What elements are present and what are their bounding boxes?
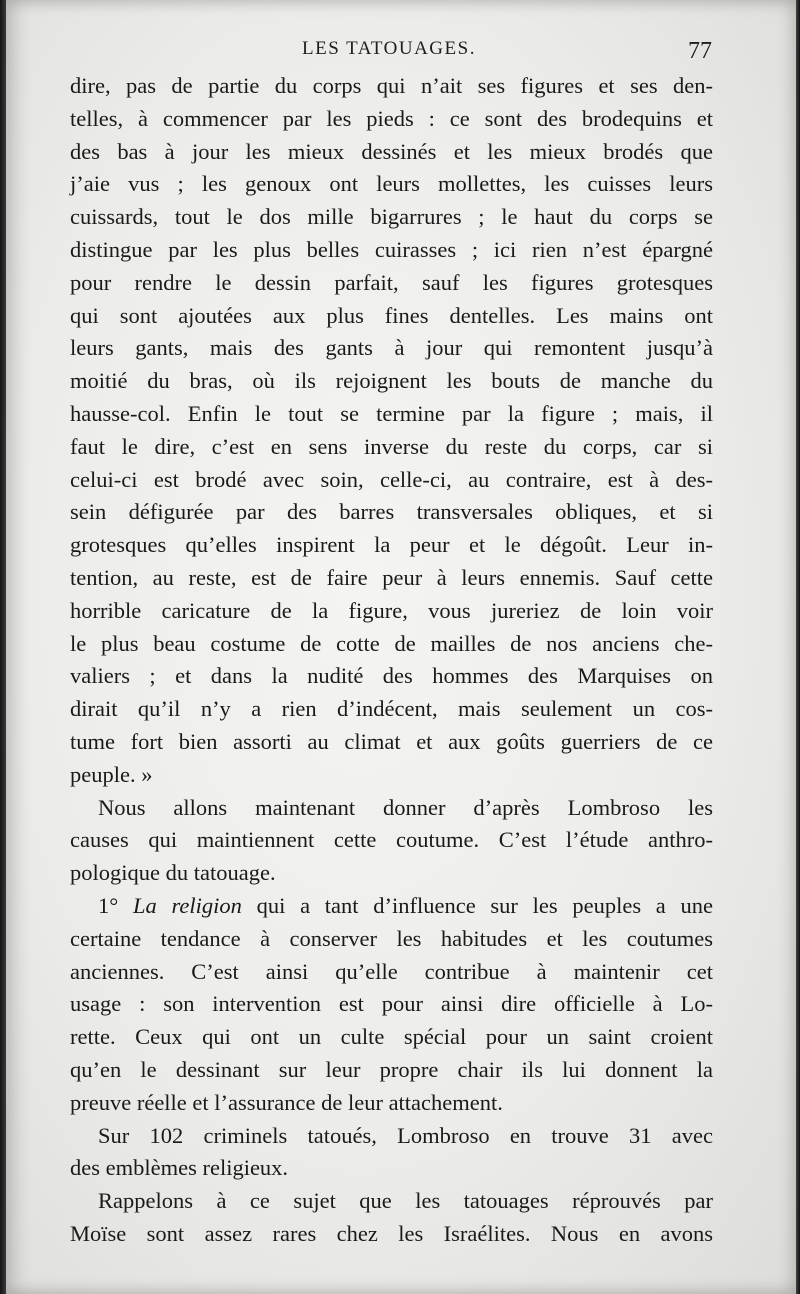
body-text [70,70,713,1251]
text-line: Rappelons à ce sujet que les tatouages réprouvés par [98,1188,713,1214]
text-line: celui-ci est brodé avec soin, celle-ci, au contraire, est à des- [70,466,713,492]
text-line: le plus beau costume de cotte de mailles de nos anciens che- [70,630,713,656]
text-line: des bas à jour les mieux dessinés et les mieux brodés que [70,138,713,164]
text-line: preuve réelle et l’assurance de leur attachement. [70,1089,503,1115]
text-line: j’aie vus ; les genoux ont leurs mollettes, les cuisses leurs [70,171,713,197]
text-line: rette. Ceux qui ont un culte spécial pour un saint croient [70,1024,713,1050]
text-line: sein défigurée par des barres transversales obliques, et si [70,499,713,525]
text-line: moitié du bras, où ils rejoignent les bouts de manche du [70,368,713,394]
text-line: pologique du tatouage. [70,860,276,886]
text-line: causes qui maintiennent cette coutume. C’est l’étude anthro- [70,827,713,853]
text-line: grotesques qu’elles inspirent la peur et le dégoût. Leur in- [70,532,713,558]
text-line: tention, au reste, est de faire peur à leurs ennemis. Sauf cette [70,564,713,590]
text-line: horrible caricature de la figure, vous jureriez de loin voir [70,597,713,623]
text-line: telles, à commencer par les pieds : ce sont des brodequins et [70,105,713,131]
text-line: peuple. » [70,761,153,787]
text-line: Nous allons maintenant donner d’après Lombroso les [98,794,713,820]
text-line: pour rendre le dessin parfait, sauf les figures grotesques [70,269,713,295]
text-line: dirait qu’il n’y a rien d’indécent, mais seulement un cos- [70,696,713,722]
book-page [6,0,796,1294]
text-fragment: qui a tant d’influence sur les peuples a une [241,892,714,918]
page-edge-right [796,0,800,1294]
emphasized-term: La religion [132,892,242,918]
text-line: cuissards, tout le dos mille bigarrures ; le haut du corps se [70,204,713,230]
text-line: dire, pas de partie du corps qui n’ait ses figures et ses den- [70,73,713,98]
text-line: usage : son intervention est pour ainsi dire officielle à Lo- [70,991,713,1017]
text-line [70,890,713,923]
text-line: tume fort bien assorti au climat et aux goûts guerriers de ce [70,728,713,754]
text-line: qui sont ajoutées aux plus fines dentelles. Les mains ont [70,302,713,328]
text-line: Sur 102 criminels tatoués, Lombroso en trouve 31 avec [98,1122,713,1148]
list-number: 1° [98,892,133,918]
text-line: qu’en le dessinant sur leur propre chair ils lui donnent la [70,1056,713,1082]
text-line: leurs gants, mais des gants à jour qui remontent jusqu’à [70,335,713,361]
text-line: distingue par les plus belles cuirasses ; ici rien n’est épargné [70,236,713,262]
running-head: LES TATOUAGES. [302,38,476,59]
text-line: faut le dire, c’est en sens inverse du reste du corps, car si [70,433,713,459]
text-line: certaine tendance à conserver les habitudes et les coutumes [70,925,713,951]
text-line: Moïse sont assez rares chez les Israélites. Nous en avons [70,1220,713,1246]
page-number: 77 [688,38,712,64]
text-line: anciennes. C’est ainsi qu’elle contribue à maintenir cet [70,958,713,984]
text-line: des emblèmes religieux. [70,1155,289,1181]
page-header [66,38,712,72]
text-line: hausse-col. Enfin le tout se termine par la figure ; mais, il [70,400,713,426]
text-line: valiers ; et dans la nudité des hommes des Marquises on [70,663,713,689]
